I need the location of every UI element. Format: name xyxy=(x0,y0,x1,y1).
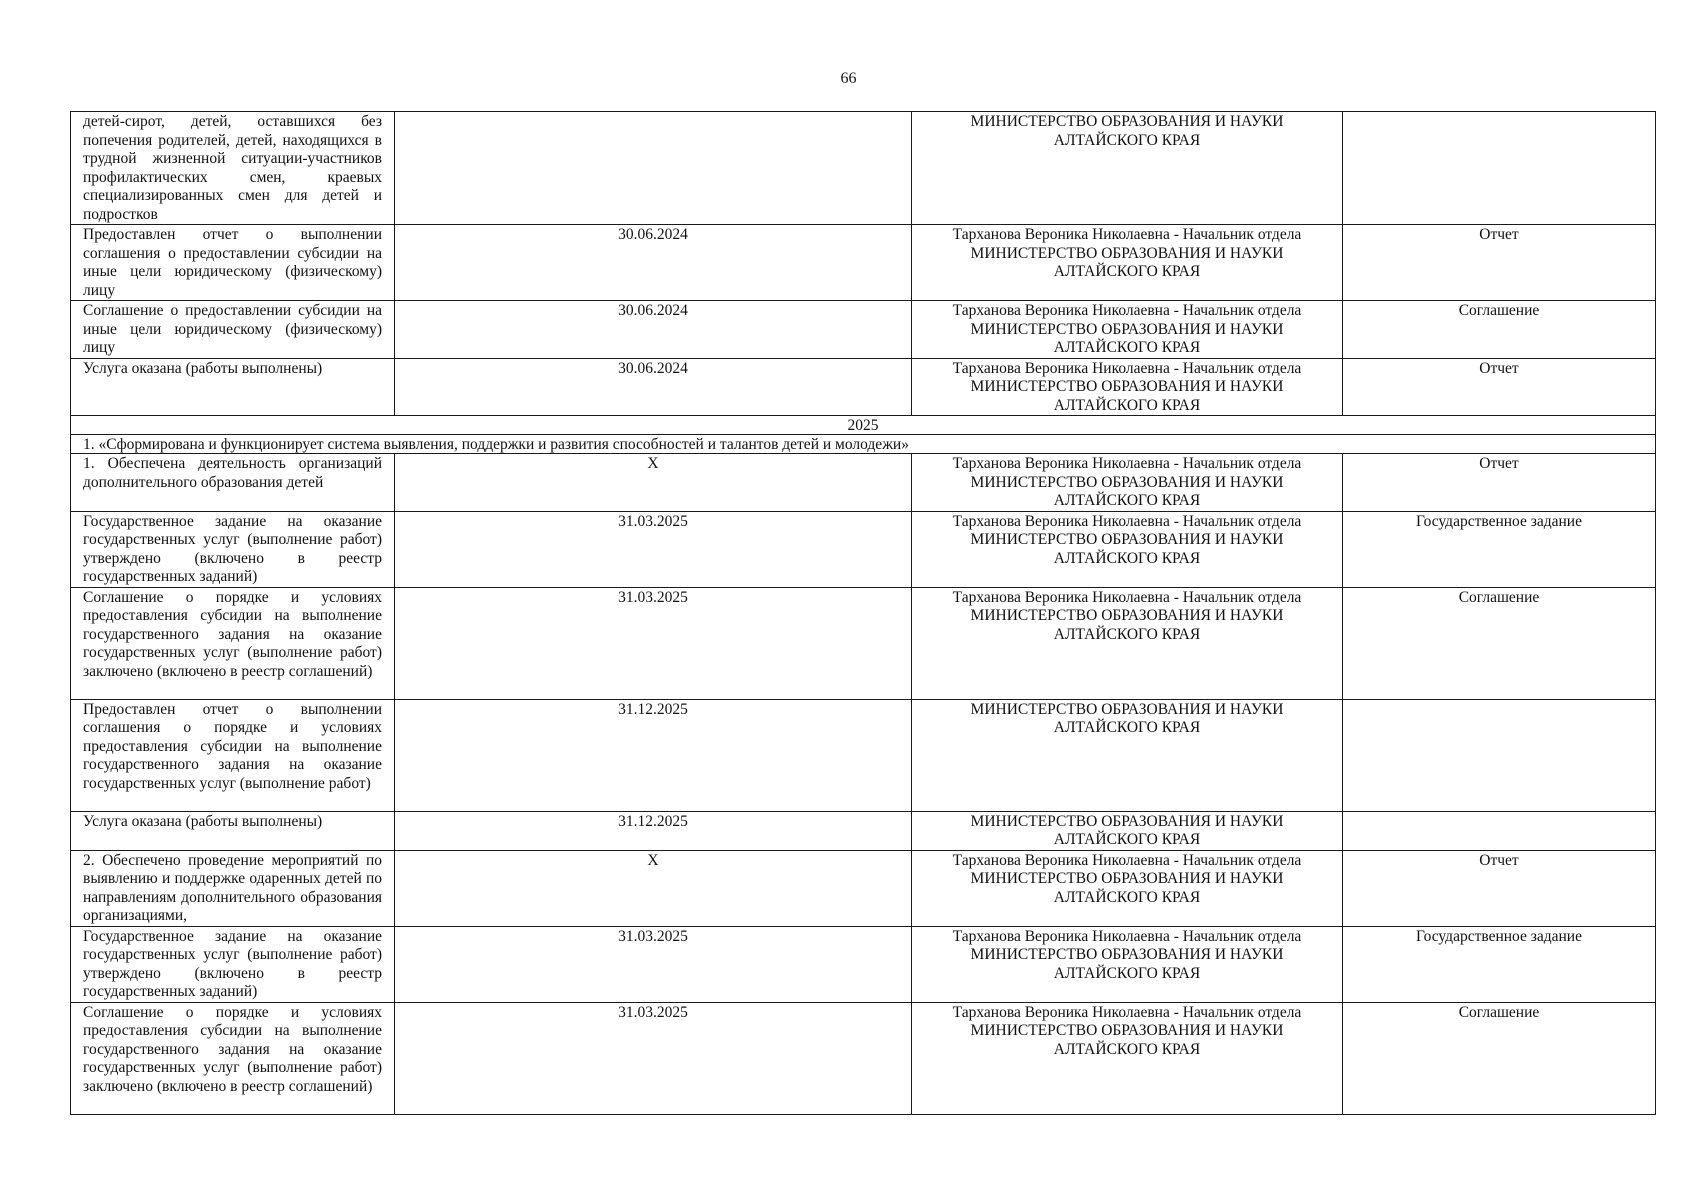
ministry-line-1: МИНИСТЕРСТВО ОБРАЗОВАНИЯ И НАУКИ xyxy=(970,870,1284,887)
table-row xyxy=(71,811,1656,850)
row-document: Соглашение xyxy=(1343,587,1656,699)
ministry-line-2: АЛТАЙСКОГО КРАЯ xyxy=(1053,396,1201,414)
row-date: X xyxy=(395,454,912,512)
ministry-line-2: АЛТАЙСКОГО КРАЯ xyxy=(1053,263,1201,280)
ministry-line-2: АЛТАЙСКОГО КРАЯ xyxy=(1053,1040,1201,1058)
row-responsible xyxy=(912,811,1343,850)
row-description: Услуга оказана (работы выполнены) xyxy=(71,811,395,850)
row-responsible xyxy=(912,511,1343,587)
responsible-person: Тарханова Вероника Николаевна - Начальник отдела xyxy=(952,588,1302,606)
row-responsible xyxy=(912,1002,1343,1114)
row-responsible xyxy=(912,454,1343,512)
row-document xyxy=(1343,811,1656,850)
responsible-person: Тарханова Вероника Николаевна - Начальник отдела xyxy=(952,302,1302,319)
row-document: Отчет xyxy=(1343,850,1656,926)
row-date: 30.06.2024 xyxy=(395,225,912,301)
row-description: 2. Обеспечено проведение мероприятий по выявлению и поддержке одаренных детей по направлениям дополнительного образования организациями, xyxy=(71,850,395,926)
row-description: Государственное задание на оказание государственных услуг (выполнение работ) утверждено (включено в реестр государственных заданий) xyxy=(71,511,395,587)
row-responsible xyxy=(912,699,1343,811)
row-document xyxy=(1343,112,1656,225)
ministry-line-2: АЛТАЙСКОГО КРАЯ xyxy=(1053,719,1201,736)
ministry-line-2: АЛТАЙСКОГО КРАЯ xyxy=(1053,888,1201,906)
row-responsible xyxy=(912,587,1343,699)
ministry-line-1: МИНИСТЕРСТВО ОБРАЗОВАНИЯ И НАУКИ xyxy=(970,1022,1284,1039)
ministry-line-1: МИНИСТЕРСТВО ОБРАЗОВАНИЯ И НАУКИ xyxy=(970,946,1284,963)
year-row xyxy=(71,416,1656,435)
row-document: Отчет xyxy=(1343,358,1656,416)
table-row xyxy=(71,850,1656,926)
ministry-line-1: МИНИСТЕРСТВО ОБРАЗОВАНИЯ И НАУКИ xyxy=(970,531,1284,548)
row-description: Соглашение о порядке и условиях предоставления субсидии на выполнение государственного задания на оказание государственных услуг (выполнение работ) заключено (включено в реестр соглашений) xyxy=(71,1002,395,1114)
table-row xyxy=(71,587,1656,699)
ministry-line-2: АЛТАЙСКОГО КРАЯ xyxy=(1053,339,1201,356)
row-document: Соглашение xyxy=(1343,301,1656,359)
ministry-line-1: МИНИСТЕРСТВО ОБРАЗОВАНИЯ И НАУКИ xyxy=(970,473,1284,491)
row-responsible xyxy=(912,358,1343,416)
row-responsible xyxy=(912,850,1343,926)
ministry-line-2: АЛТАЙСКОГО КРАЯ xyxy=(1053,964,1201,982)
row-responsible xyxy=(912,225,1343,301)
year-label: 2025 xyxy=(71,416,1656,435)
row-description: Услуга оказана (работы выполнены) xyxy=(71,358,395,416)
row-document: Отчет xyxy=(1343,454,1656,512)
row-date: 30.06.2024 xyxy=(395,301,912,359)
row-date: 31.12.2025 xyxy=(395,699,912,811)
row-document: Отчет xyxy=(1343,225,1656,301)
row-date: 30.06.2024 xyxy=(395,358,912,416)
row-responsible xyxy=(912,112,1343,225)
row-date xyxy=(395,112,912,225)
row-date: X xyxy=(395,850,912,926)
responsible-person: Тарханова Вероника Николаевна - Начальник отдела xyxy=(952,359,1302,377)
ministry-line-1: МИНИСТЕРСТВО ОБРАЗОВАНИЯ И НАУКИ xyxy=(970,812,1284,830)
ministry-line-2: АЛТАЙСКОГО КРАЯ xyxy=(1053,625,1201,643)
table-row xyxy=(71,112,1656,225)
responsible-person: Тарханова Вероника Николаевна - Начальник отдела xyxy=(952,927,1302,945)
table-row xyxy=(71,1002,1656,1114)
ministry-line-1: МИНИСТЕРСТВО ОБРАЗОВАНИЯ И НАУКИ xyxy=(970,244,1284,262)
row-description: Соглашение о порядке и условиях предоставления субсидии на выполнение государственного задания на оказание государственных услуг (выполнение работ) заключено (включено в реестр соглашений) xyxy=(71,587,395,699)
row-date: 31.03.2025 xyxy=(395,511,912,587)
ministry-line-2: АЛТАЙСКОГО КРАЯ xyxy=(1053,492,1201,509)
row-date: 31.03.2025 xyxy=(395,926,912,1002)
page-number: 66 xyxy=(840,70,857,87)
ministry-line-1: МИНИСТЕРСТВО ОБРАЗОВАНИЯ И НАУКИ xyxy=(970,607,1284,624)
table-row xyxy=(71,511,1656,587)
ministry-line-2: АЛТАЙСКОГО КРАЯ xyxy=(1053,831,1201,848)
activity-table xyxy=(70,111,1656,1115)
ministry-line-1: МИНИСТЕРСТВО ОБРАЗОВАНИЯ И НАУКИ xyxy=(970,700,1284,718)
ministry-line-2: АЛТАЙСКОГО КРАЯ xyxy=(1053,549,1201,567)
responsible-person: Тарханова Вероника Николаевна - Начальник отдела xyxy=(952,226,1302,243)
row-description: Государственное задание на оказание государственных услуг (выполнение работ) утверждено (включено в реестр государственных заданий) xyxy=(71,926,395,1002)
row-document: Соглашение xyxy=(1343,1002,1656,1114)
row-document xyxy=(1343,699,1656,811)
table-row xyxy=(71,926,1656,1002)
row-description: детей-сирот, детей, оставшихся без попечения родителей, детей, находящихся в трудной жизненной ситуации-участников профилактических смен, краевых специализированных смен для детей и подростков xyxy=(71,112,395,225)
table-row xyxy=(71,358,1656,416)
responsible-person: Тарханова Вероника Николаевна - Начальник отдела xyxy=(952,1003,1302,1021)
row-description: Соглашение о предоставлении субсидии на иные цели юридическому (физическому) лицу xyxy=(71,301,395,359)
ministry-line-1: МИНИСТЕРСТВО ОБРАЗОВАНИЯ И НАУКИ xyxy=(970,320,1284,338)
responsible-person: Тарханова Вероника Николаевна - Начальник отдела xyxy=(952,512,1302,530)
row-description: Предоставлен отчет о выполнении соглашения о порядке и условиях предоставления субсидии на выполнение государственного задания на оказание государственных услуг (выполнение работ) xyxy=(71,699,395,811)
row-responsible xyxy=(912,926,1343,1002)
table-row xyxy=(71,454,1656,512)
row-date: 31.03.2025 xyxy=(395,1002,912,1114)
ministry-line-1: МИНИСТЕРСТВО ОБРАЗОВАНИЯ И НАУКИ xyxy=(970,378,1284,395)
responsible-person: Тарханова Вероника Николаевна - Начальник отдела xyxy=(952,851,1302,869)
row-date: 31.12.2025 xyxy=(395,811,912,850)
section-row xyxy=(71,435,1656,454)
row-date: 31.03.2025 xyxy=(395,587,912,699)
ministry-line-1: МИНИСТЕРСТВО ОБРАЗОВАНИЯ И НАУКИ xyxy=(970,113,1284,130)
ministry-line-2: АЛТАЙСКОГО КРАЯ xyxy=(1053,131,1201,149)
table-row xyxy=(71,301,1656,359)
row-document: Государственное задание xyxy=(1343,511,1656,587)
row-description: Предоставлен отчет о выполнении соглашения о предоставлении субсидии на иные цели юридическому (физическому) лицу xyxy=(71,225,395,301)
responsible-person: Тарханова Вероника Николаевна - Начальник отдела xyxy=(952,455,1302,472)
table-row xyxy=(71,699,1656,811)
section-title: 1. «Сформирована и функционирует система выявления, поддержки и развития способностей и талантов детей и молодежи» xyxy=(71,435,1656,454)
row-document: Государственное задание xyxy=(1343,926,1656,1002)
table-row xyxy=(71,225,1656,301)
row-description: 1. Обеспечена деятельность организаций дополнительного образования детей xyxy=(71,454,395,512)
row-responsible xyxy=(912,301,1343,359)
